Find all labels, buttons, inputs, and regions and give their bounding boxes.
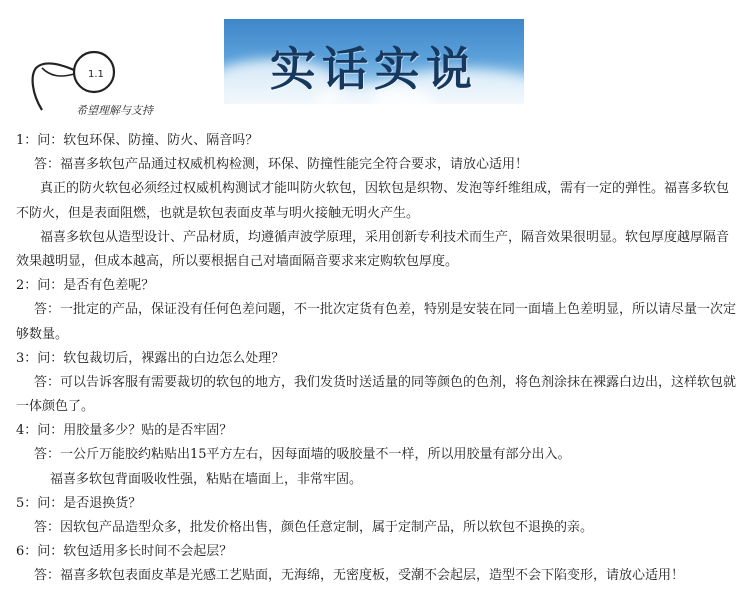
faq-paragraph: 真正的防火软包必须经过权威机构测试才能叫防火软包，因软包是织物、发泡等纤维组成，需有一定的弹性。福喜多软包 [40, 181, 730, 197]
faq-paragraph-cont: 不防火，但是表面阻燃，也就是软包表面皮革与明火接触无明火产生。 [16, 205, 420, 221]
faq-paragraph-cont: 效果越明显，但成本越高，所以要根据自己对墙面隔音要求来定购软包厚度。 [16, 253, 459, 269]
faq-question: 1：问：软包环保、防撞、防火、隔音吗？ [16, 133, 259, 148]
faq-question: 6：问：软包适用多长时间不会起层？ [16, 544, 233, 560]
faq-answer: 答：一批定的产品，保证没有任何色差问题，不一批次定货有色差，特别是安装在同一面墙上色差明显，所以请尽量一次定 [34, 302, 737, 318]
faq-list [0, 129, 750, 589]
faq-answer: 答：可以告诉客服有需要裁切的软包的地方，我们发货时送适量的同等颜色的色剂，将色剂涂抹在裸露白边出，这样软包就 [34, 374, 737, 390]
faq-answer: 答：福喜多软包产品通过权威机构检测，环保、防撞性能完全符合要求，请放心适用！ [34, 157, 529, 173]
logo [20, 40, 170, 120]
svg-text:1.1: 1.1 [88, 69, 104, 80]
faq-paragraph: 福喜多软包从造型设计、产品材质，均遵循声波学原理，采用创新专利技术而生产，隔音效果很明显。软包厚度越厚隔音 [40, 229, 730, 245]
banner [224, 19, 524, 104]
banner-title: 实话实说 [270, 42, 478, 96]
faq-answer-cont: 一体颜色了。 [16, 399, 95, 415]
faq-answer: 答：一公斤万能胶约粘贴出15平方左右，因每面墙的吸胶量不一样，所以用胶量有部分出入。 [34, 447, 571, 463]
faq-question: 2：问：是否有色差呢？ [16, 278, 155, 294]
faq-question: 3：问：软包裁切后，裸露出的白边怎么处理？ [16, 350, 285, 366]
faq-answer: 答：福喜多软包表面皮革是光感工艺贴面，无海绵，无密度板，受潮不会起层，造型不会下陷变形，请放心适用！ [34, 568, 685, 584]
faq-question: 5：问：是否退换货？ [16, 495, 142, 511]
faq-question: 4：问：用胶量多少？贴的是否牢固？ [16, 423, 233, 439]
faq-note: 福喜多软包背面吸收性强，粘贴在墙面上，非常牢固。 [50, 471, 363, 487]
faq-answer-cont: 够数量。 [16, 326, 69, 342]
logo-caption: 希望理解与支持 [76, 104, 153, 117]
faq-answer: 答：因软包产品造型众多，批发价格出售，颜色任意定制，属于定制产品，所以软包不退换的亲。 [34, 520, 594, 535]
